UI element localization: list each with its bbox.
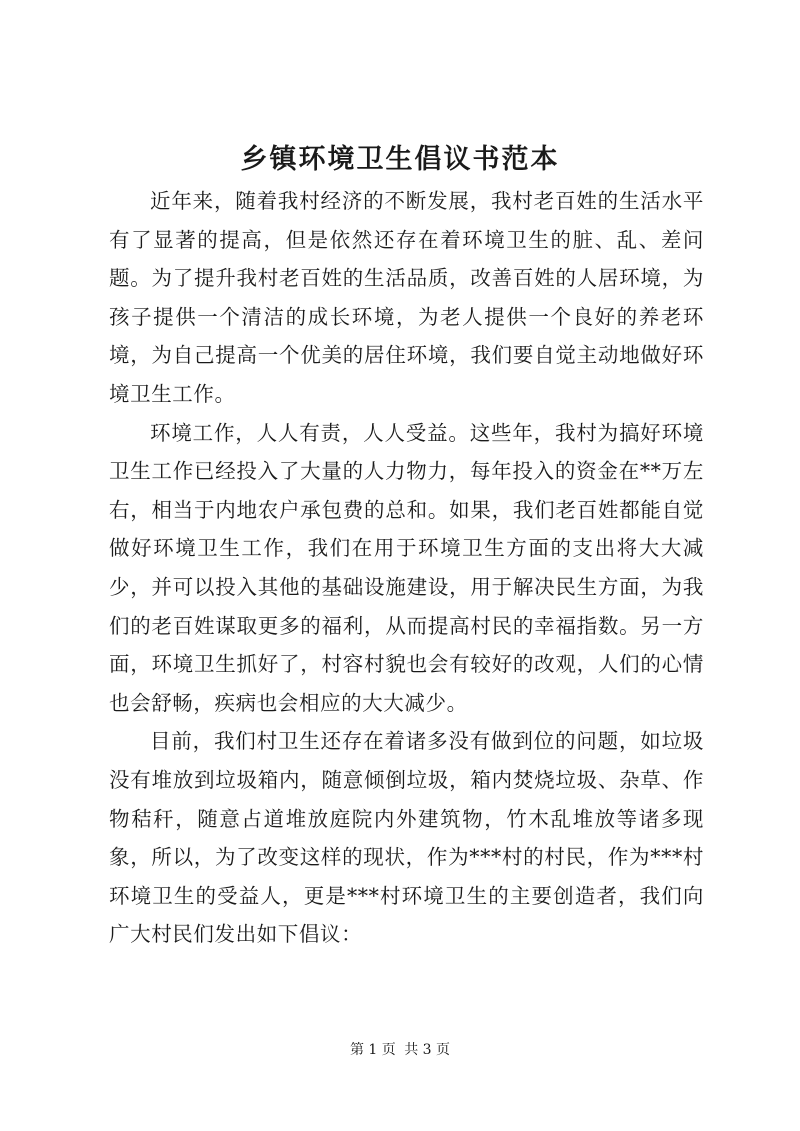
paragraph-3: 目前，我们村卫生还存在着诸多没有做到位的问题，如垃圾没有堆放到垃圾箱内，随意倾倒垃圾，箱内焚烧垃圾、杂草、作物秸秆，随意占道堆放庭院内外建筑物，竹木乱堆放等诸多现象，所以，为了改变这样的现状，作为***村的村民，作为***村环境卫生的受益人，更是***村环境卫生的主要创造者，我们向广大村民们发出如下倡议： (109, 729, 704, 947)
page-footer (0, 1040, 800, 1060)
paragraph-2: 环境工作，人人有责，人人受益。这些年，我村为搞好环境卫生工作已经投入了大量的人力物力，每年投入的资金在**万左右，相当于内地农户承包费的总和。如果，我们老百姓都能自觉做好环境卫生工作，我们在用于环境卫生方面的支出将大大减少，并可以投入其他的基础设施建设，用于解决民生方面，为我们的老百姓谋取更多的福利，从而提高村民的幸福指数。另一方面，环境卫生抓好了，村容村貌也会有较好的改观，人们的心情也会舒畅，疾病也会相应的大大减少。 (109, 420, 704, 715)
page-number: 第 1 页 (349, 1042, 396, 1058)
document-title: 乡镇环境卫生倡议书范本 (240, 144, 560, 175)
document-body (109, 182, 704, 954)
page-total: 共 3 页 (404, 1042, 451, 1058)
paragraph-1: 近年来，随着我村经济的不断发展，我村老百姓的生活水平有了显著的提高，但是依然还存在着环境卫生的脏、乱、差问题。为了提升我村老百姓的生活品质，改善百姓的人居环境，为孩子提供一个清洁的成长环境，为老人提供一个良好的养老环境，为自己提高一个优美的居住环境，我们要自觉主动地做好环境卫生工作。 (109, 189, 704, 406)
